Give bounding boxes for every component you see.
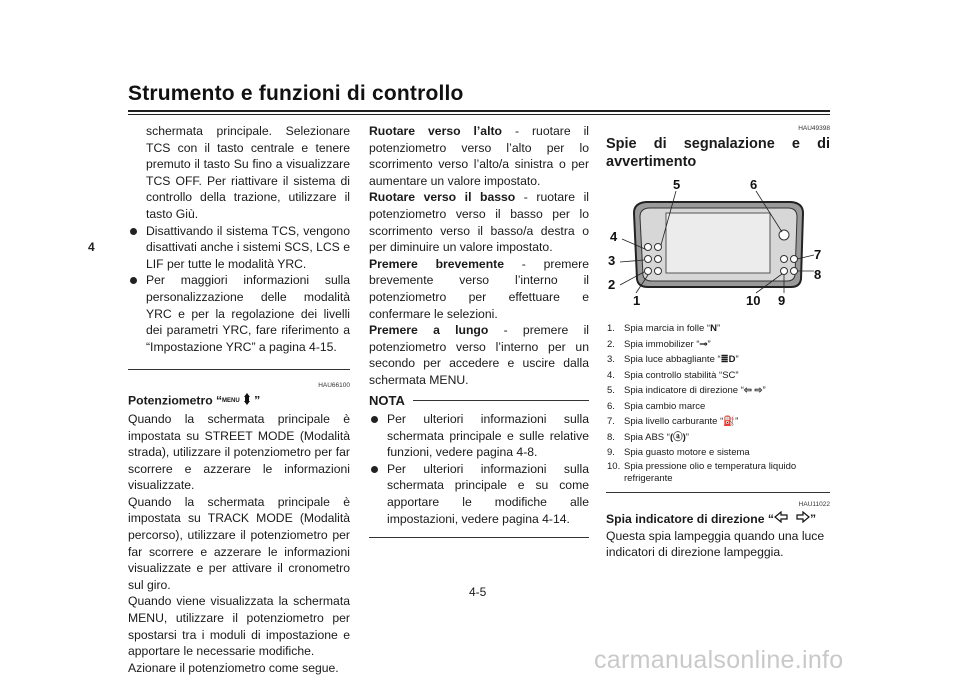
paragraph: Azionare il potenziometro come segue. (128, 660, 339, 675)
caption-item: 9. Spia guasto motore e sistema (607, 447, 750, 458)
page-number: 4-5 (469, 585, 487, 599)
note-bullet: Per ulteriori informazioni sulla schermata principale e su come apportare le modifiche alle impostazioni, vedere pagina 4-14. (369, 461, 589, 527)
dashboard-illustration (606, 175, 830, 315)
note-heading (369, 393, 589, 410)
caption-item: 2. Spia immobilizer “⊸” (607, 338, 711, 350)
fuel-icon: ⛽ (723, 416, 736, 427)
section-divider (128, 369, 350, 370)
section-code: HAU66100 (318, 382, 350, 390)
key-icon: ⊸ (699, 338, 708, 350)
caption-item: 4. Spia controllo stabilità “SC” (607, 369, 739, 381)
paragraph: Quando la schermata principale è impostata su STREET MODE (Modalità strada), utilizzare il potenziometro per far scorrere e azzerare le informazioni visualizzate. (128, 411, 350, 493)
callout-label: 2 (608, 277, 616, 292)
definition-item: Ruotare verso l’alto - ruotare il potenziometro verso l’alto per lo scorrimento verso l’alto/a sinistra o per aumentare un valore impostato. (369, 124, 589, 188)
caption-item: 7. Spia livello carburante “⛽” (607, 416, 739, 427)
section-heading: Potenziometro “ MENU ” (128, 392, 350, 411)
intro-paragraph: schermata principale. Selezionare TCS con il tasto centrale e tenere premuto il tasto Su fino a visualizzare TCS OFF. Per riattivare il sistema di controllo della trazione, utilizzare il tasto Giù. (146, 124, 350, 221)
note-title: NOTA (369, 392, 405, 408)
bullet-item: Disattivando il sistema TCS, vengono disattivati anche i sistemi SCS, LCS e LIF per tutte le modalità YRC. (128, 223, 350, 273)
definition-term: Ruotare verso l’alto (369, 124, 502, 138)
callout-label: 8 (814, 267, 822, 282)
caption-item: 3. Spia luce abbagliante “≣D” (607, 354, 739, 365)
bullet-icon (371, 416, 378, 423)
paragraph: Questa spia lampeggia quando una luce indicatori di direzione lampeggia. (606, 528, 825, 560)
chapter-tab: 4 (88, 240, 95, 254)
callout-label: 10 (746, 293, 761, 308)
callout-label: 4 (610, 229, 618, 244)
neutral-icon: N (710, 323, 717, 334)
note-bullet: Per ulteriori informazioni sulla schermata principale e sulle relative funzioni, vedere pagina 4-8. (369, 411, 589, 461)
section-code: HAU49398 (798, 125, 830, 132)
callout-label: 9 (778, 293, 786, 308)
definition-item: Premere brevemente - premere brevemente verso l’interno il potenziometro per effettuare e confermare le selezioni. (369, 256, 590, 321)
paragraph: Quando viene visualizzata la schermata MENU, utilizzare il potenziometro per spostarsi tra i moduli di impostazione e apportare le necessarie modifiche. (128, 594, 350, 659)
definition-term: Ruotare verso il basso (369, 190, 516, 205)
section-heading: Spie di segnalazione e di avvertimento (606, 136, 830, 170)
callout-label: 1 (633, 293, 641, 308)
callout-label: 7 (814, 247, 822, 262)
section-divider (606, 492, 830, 493)
note-end-rule (369, 537, 589, 538)
abs-icon: (ⓐ) (669, 431, 686, 443)
caption-item: 6. Spia cambio marce (607, 400, 706, 412)
note-rule (413, 400, 589, 401)
turn-signal-icon (774, 511, 810, 528)
turn-signal-icon: ⇦ ⇨ (743, 385, 763, 396)
definition-item: Premere a lungo - premere il potenziometro verso l’interno per un secondo per accedere e uscire dalla schermata MENU. (369, 323, 589, 387)
column-right (606, 123, 830, 561)
definition-item: Ruotare verso il basso - ruotare il potenziometro verso il basso per lo scorrimento verso il basso/a destra o per diminuire un valore impostato. (369, 190, 589, 255)
definition-term: Premere brevemente (369, 256, 504, 271)
instrument-panel-figure (606, 175, 830, 315)
header-rule-thin (128, 114, 830, 115)
header-rule (128, 110, 830, 112)
bullet-item: Per maggiori informazioni sulla personalizzazione delle modalità YRC e per la regolazione dei livelli dei parametri YRC, fare riferimento a “Impostazione YRC” a pagina 4-15. (128, 272, 350, 355)
definition-term: Premere a lungo (369, 323, 489, 338)
page-title: Strumento e funzioni di controllo (128, 82, 464, 105)
section-code: HAU11022 (798, 500, 830, 508)
caption-list (606, 321, 830, 485)
high-beam-icon: ≣D (720, 354, 736, 365)
caption-item: 1. Spia marcia in folle “N” (607, 323, 721, 334)
column-middle (369, 123, 589, 546)
watermark: carmanualsonline.info (594, 646, 844, 674)
bullet-icon (371, 466, 378, 473)
bullet-icon (130, 228, 137, 235)
callout-label: 6 (750, 177, 758, 192)
bullet-icon (130, 277, 137, 284)
page-header (128, 82, 828, 106)
column-left (128, 123, 350, 676)
menu-knob-icon (222, 392, 254, 411)
paragraph: Quando la schermata principale è impostata su TRACK MODE (Modalità percorso), utilizzare il potenziometro per far scorrere e azzerare le informazioni visualizzate e per attivare il cronometro sul giro. (128, 494, 350, 592)
section-heading: Spia indicatore di direzione “ ” (606, 511, 830, 528)
menu-icon-label: MENU (222, 398, 240, 405)
callout-label: 3 (608, 253, 616, 268)
caption-item: 5. Spia indicatore di direzione “⇦ ⇨” (607, 385, 766, 396)
caption-item: 8. Spia ABS “(ⓐ)” (607, 431, 689, 443)
caption-item: 10. Spia pressione olio e temperatura liquido refrigerante (607, 460, 797, 484)
callout-label: 5 (673, 177, 681, 192)
